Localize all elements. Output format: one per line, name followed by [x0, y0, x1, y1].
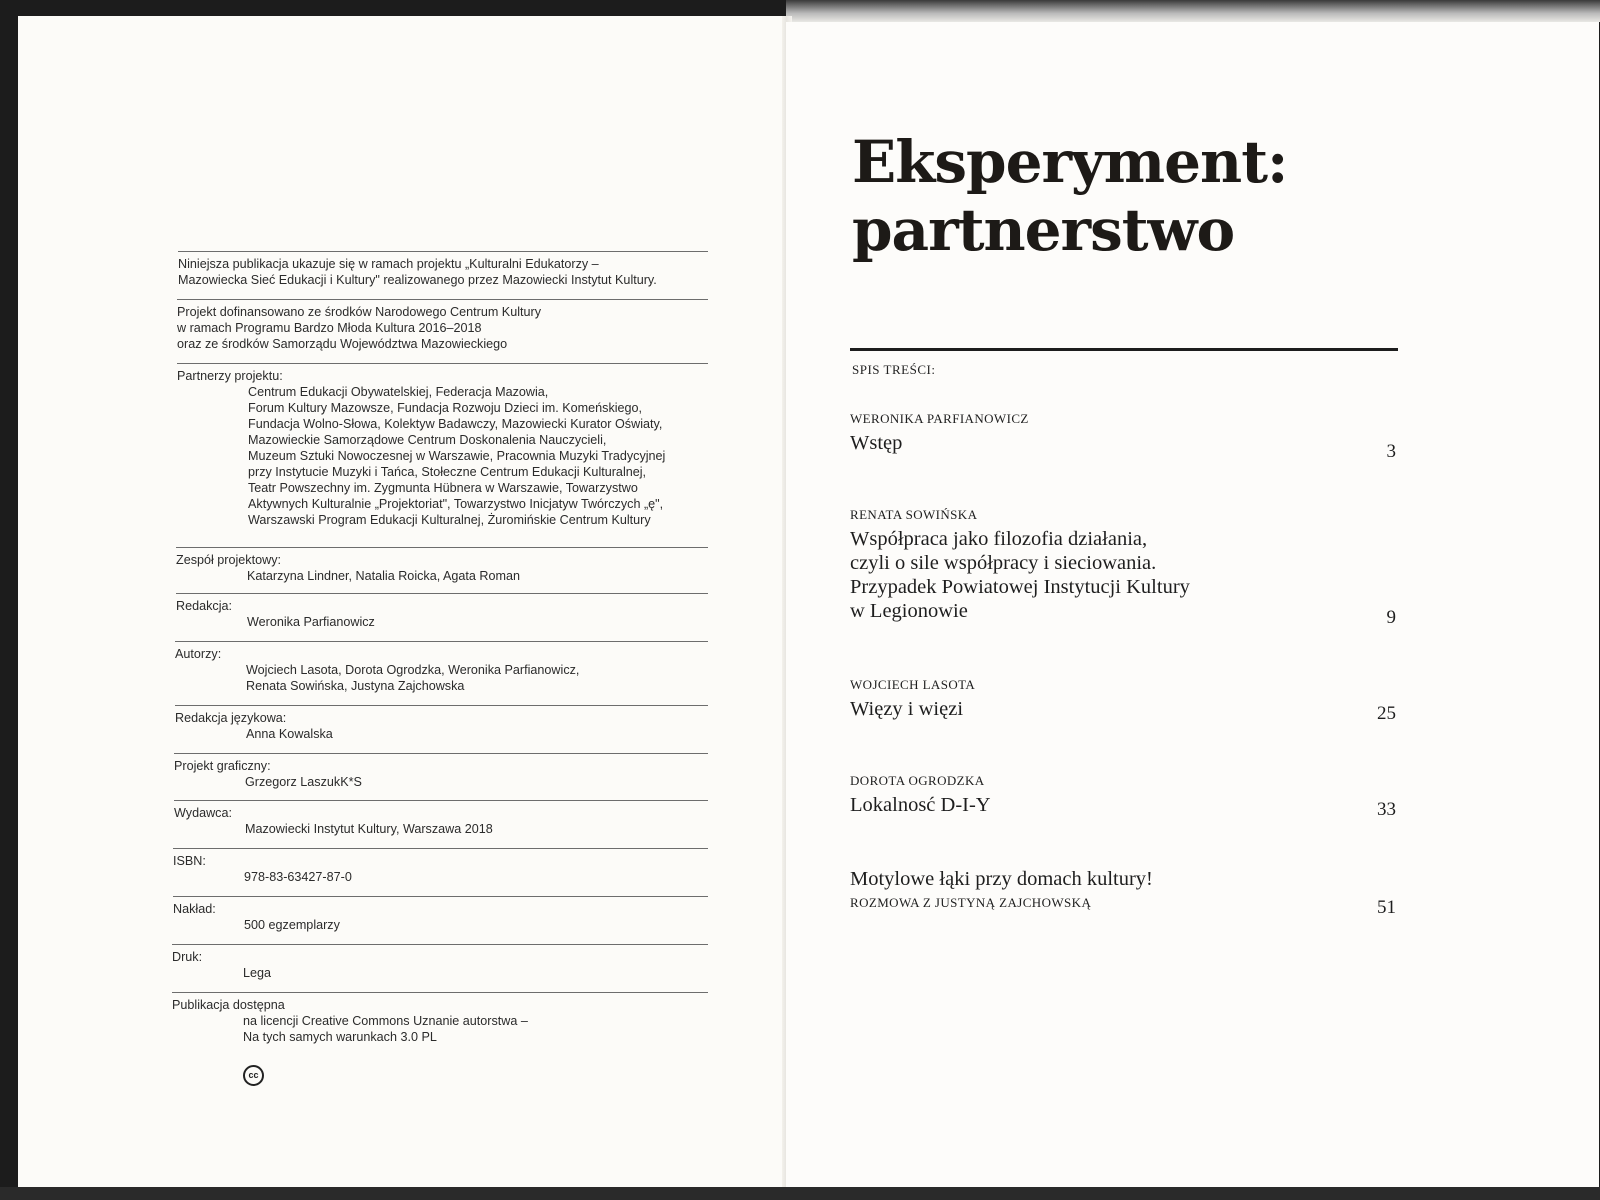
page-top-edge: [786, 0, 1600, 22]
toc-entry: [850, 773, 1396, 820]
toc-entry: [850, 507, 1396, 628]
toc-entry-page: 51: [1377, 897, 1396, 918]
intro-text: Niniejsza publikacja ukazuje się w ramach projektu „Kulturalni Edukatorzy – Mazowiecka Sieć Edukacji i Kultury" realizowanego przez Mazowiecki Instytut Kultury.: [178, 257, 657, 287]
toc-entry-author: WERONIKA PARFIANOWICZ: [850, 411, 1029, 426]
colophon-team: [176, 547, 708, 584]
license-text: na licencji Creative Commons Uznanie autorstwa – Na tych samych warunkach 3.0 PL: [243, 1014, 528, 1044]
toc-entry-page: 3: [1386, 441, 1396, 462]
colophon-editor: [176, 593, 708, 630]
toc-entry-page: 9: [1386, 607, 1396, 628]
colophon: [18, 16, 786, 1187]
page-bottom-edge: [0, 1187, 1600, 1200]
design-name: Grzegorz LaszukK*S: [245, 775, 362, 789]
colophon-license: [172, 992, 708, 1086]
toc-entry-author: DOROTA OGRODZKA: [850, 773, 985, 788]
book-title: Eksperyment: partnerstwo: [852, 128, 1288, 264]
toc-entry: [850, 677, 1396, 724]
authors-label: Autorzy:: [175, 647, 222, 661]
colophon-design: [174, 753, 708, 790]
toc-entry-page: 25: [1377, 703, 1396, 724]
colophon-intro: [178, 251, 708, 288]
language-editor-label: Redakcja językowa:: [175, 711, 287, 725]
toc-entry: [850, 411, 1396, 462]
publisher-name: Mazowiecki Instytut Kultury, Warszawa 2018: [245, 822, 493, 836]
toc-entry: [850, 863, 1396, 918]
publisher-label: Wydawca:: [174, 806, 232, 820]
toc-entry-title: Motylowe łąki przy domach kultury!: [850, 868, 1153, 890]
colophon-funding: [177, 299, 708, 352]
license-label: Publikacja dostępna: [172, 998, 285, 1012]
isbn-label: ISBN:: [173, 854, 206, 868]
right-page: [786, 22, 1599, 1187]
toc-entry-page: 33: [1377, 799, 1396, 820]
toc-entry-title: Współpraca jako filozofia działania, czyli o sile współpracy i sieciowania. Przypadek Powiatowej Instytucji Kultury w Legionowie: [850, 528, 1190, 622]
team-label: Zespół projektowy:: [176, 553, 281, 567]
toc-entry-title: Lokalnosć D-I-Y: [850, 794, 991, 816]
colophon-isbn: [173, 848, 708, 885]
colophon-printer: [172, 944, 708, 981]
toc-entry-subtitle: ROZMOWA Z JUSTYNĄ ZAJCHOWSKĄ: [850, 895, 1092, 910]
colophon-print-run: [173, 896, 708, 933]
partners-list: Centrum Edukacji Obywatelskiej, Federacja Mazowia, Forum Kultury Mazowsze, Fundacja Rozwoju Dzieci im. Komeńskiego, Fundacja Wolno-Słowa, Kolektyw Badawczy, Mazowiecki Kurator Oświaty, Mazowieckie Samorządowe Centrum Doskonalenia Nauczycieli, Muzeum Sztuki Nowoczesnej w Warszawie, Pracownia Muzyki Tradycyjnej przy Instytucie Muzyki i Tańca, Stołeczne Centrum Edukacji Kulturalnej, Teatr Powszechny im. Zygmunta Hübnera w Warszawie, Towarzystwo Aktywnych Kulturalnie „Projektoriat", Towarzystwo Inicjatyw Twórczych „ę", Warszawski Program Edukacji Kulturalnej, Żuromińskie Centrum Kultury: [248, 385, 666, 527]
authors-names: Wojciech Lasota, Dorota Ogrodzka, Weronika Parfianowicz, Renata Sowińska, Justyna Zajchowska: [246, 663, 580, 693]
printer-label: Druk:: [172, 950, 203, 964]
editor-label: Redakcja:: [176, 599, 233, 613]
printer-name: Lega: [243, 966, 272, 980]
colophon-authors: [175, 641, 708, 694]
colophon-partners: [177, 363, 708, 528]
toc-heading: SPIS TREŚCI:: [852, 362, 936, 377]
license-icon-wrap: [172, 1045, 708, 1086]
creative-commons-icon: cc: [243, 1065, 264, 1086]
title-rule: [850, 348, 1398, 351]
editor-name: Weronika Parfianowicz: [247, 615, 375, 629]
design-label: Projekt graficzny:: [174, 759, 271, 773]
toc-entry-author: WOJCIECH LASOTA: [850, 677, 976, 692]
print-run-label: Nakład:: [173, 902, 216, 916]
funding-text: Projekt dofinansowano ze środków Narodowego Centrum Kultury w ramach Programu Bardzo Młoda Kultura 2016–2018 oraz ze środków Samorządu Województwa Mazowieckiego: [177, 305, 542, 351]
language-editor-name: Anna Kowalska: [246, 727, 333, 741]
print-run-value: 500 egzemplarzy: [244, 918, 340, 932]
isbn-value: 978-83-63427-87-0: [244, 870, 352, 884]
colophon-publisher: [174, 800, 708, 837]
partners-label: Partnerzy projektu:: [177, 369, 283, 383]
team-names: Katarzyna Lindner, Natalia Roicka, Agata Roman: [247, 569, 521, 583]
left-page: [18, 16, 786, 1187]
toc-entry-title: Wstęp: [850, 432, 903, 454]
toc-entry-title: Więzy i więzi: [850, 698, 964, 720]
toc-entry-author: RENATA SOWIŃSKA: [850, 507, 978, 522]
colophon-language-editor: [175, 705, 708, 742]
